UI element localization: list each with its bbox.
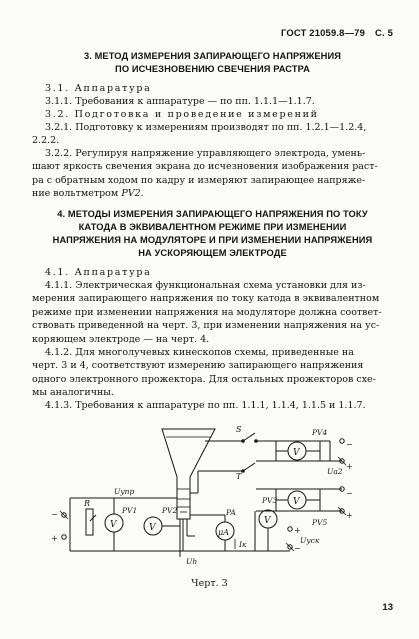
para-3-2-2: 3.2.2. Регулируя напряжение управляющего электрода, умень- шают яркость свечения экрана до исчезновения изображения раст- ра с обратным ходом по кадру и измеряют запирающее напряже- ние вольтметром PV2. [32,148,378,200]
figure-caption: Черт. 3 [191,578,228,589]
para-3-1: 3.1. Аппаратура [45,83,152,94]
svg-text:V: V [149,523,156,533]
svg-text:−: − [294,544,301,553]
page-number: 13 [382,602,393,613]
label-uusk: Uуск [300,536,320,545]
para-4-1: 4.1. Аппаратура [45,267,152,278]
svg-text:+: + [294,526,301,535]
standard-number: ГОСТ 21059.8—79 [280,27,365,38]
label-pv1: PV1 [122,506,138,515]
para-4-1-2: 4.1.2. Для многолучевых кинескопов схемы, приведенные на черт. 3 и 4, соответствуют измерению запирающего напряжения одного электронного прожектора. Для остальных прожекторов схе- мы аналогичны. [32,347,376,399]
svg-text:V: V [293,448,300,458]
svg-text:μA: μA [218,528,229,537]
svg-text:+: + [346,511,353,520]
svg-text:−: − [346,440,353,449]
label-ua2: Ua2 [327,467,343,476]
para-3-2-1: 3.2.1. Подготовку к измерениям производят по пп. 1.2.1—1.2.4, [45,122,367,133]
label-pv4: PV4 [312,428,328,437]
page-header [281,27,393,38]
label-ik: Iк [239,540,247,549]
header-page: С. 5 [375,27,393,38]
switch-s [243,433,255,441]
switch-t [243,463,255,471]
label-r: R [84,499,91,508]
svg-text:+: + [346,462,353,471]
section-3-title: 3. МЕТОД ИЗМЕРЕНИЯ ЗАПИРАЮЩЕГО НАПРЯЖЕНИЯ ПО ИСЧЕЗНОВЕНИЮ СВЕЧЕНИЯ РАСТРА [83,51,342,74]
section-4-title: 4. МЕТОДЫ ИЗМЕРЕНИЯ ЗАПИРАЮЩЕГО НАПРЯЖЕНИЯ ПО ТОКУ КАТОДА В ЭКВИВАЛЕНТНОМ РЕЖИМЕ ПРИ ИЗМЕНЕНИИ НАПРЯЖЕНИЯ НА МОДУЛЯТОРЕ И ПРИ ИЗМЕНЕНИИ НАПРЯЖЕНИЯ НА УСКОРЯЮЩЕМ ЭЛЕКТРОДЕ [52,209,373,258]
para-3-2-1-cont: 2.2.2. [32,135,60,146]
resistor-r [86,509,93,535]
svg-text:V: V [110,520,117,530]
svg-text:+: + [51,534,58,543]
svg-text:−: − [51,510,58,519]
label-pv5: PV5 [312,518,328,527]
label-t: T [236,472,242,481]
svg-text:V: V [293,497,300,507]
circuit-diagram [50,411,370,571]
label-uupr: Uупр [114,487,135,496]
para-3-1-1: 3.1.1. Требования к аппаратуре — по пп. 1.1.1—1.1.7. [45,96,315,107]
label-pa: PA [226,508,236,517]
para-4-1-3: 4.1.3. Требования к аппаратуре по пп. 1.1.1, 1.1.4, 1.1.5 и 1.1.7. [45,400,366,411]
label-pv3: PV3 [262,496,278,505]
svg-text:−: − [346,489,353,498]
para-4-1-1: 4.1.1. Электрическая функциональная схема установки для из- мерения запирающего напряжения по току катода в эквивалентном режиме при изменении напряжения на модуляторе должна соответ- ствовать приведенной на черт. 3, при изменении напряжения на ус- коряющем электроде — на черт. 4. [32,280,382,345]
label-uh: Uh [186,557,198,566]
para-3-2: 3.2. Подготовка и проведение измерений [45,109,319,120]
label-s: S [236,425,242,434]
svg-text:V: V [264,516,271,526]
label-pv2: PV2 [162,506,178,515]
